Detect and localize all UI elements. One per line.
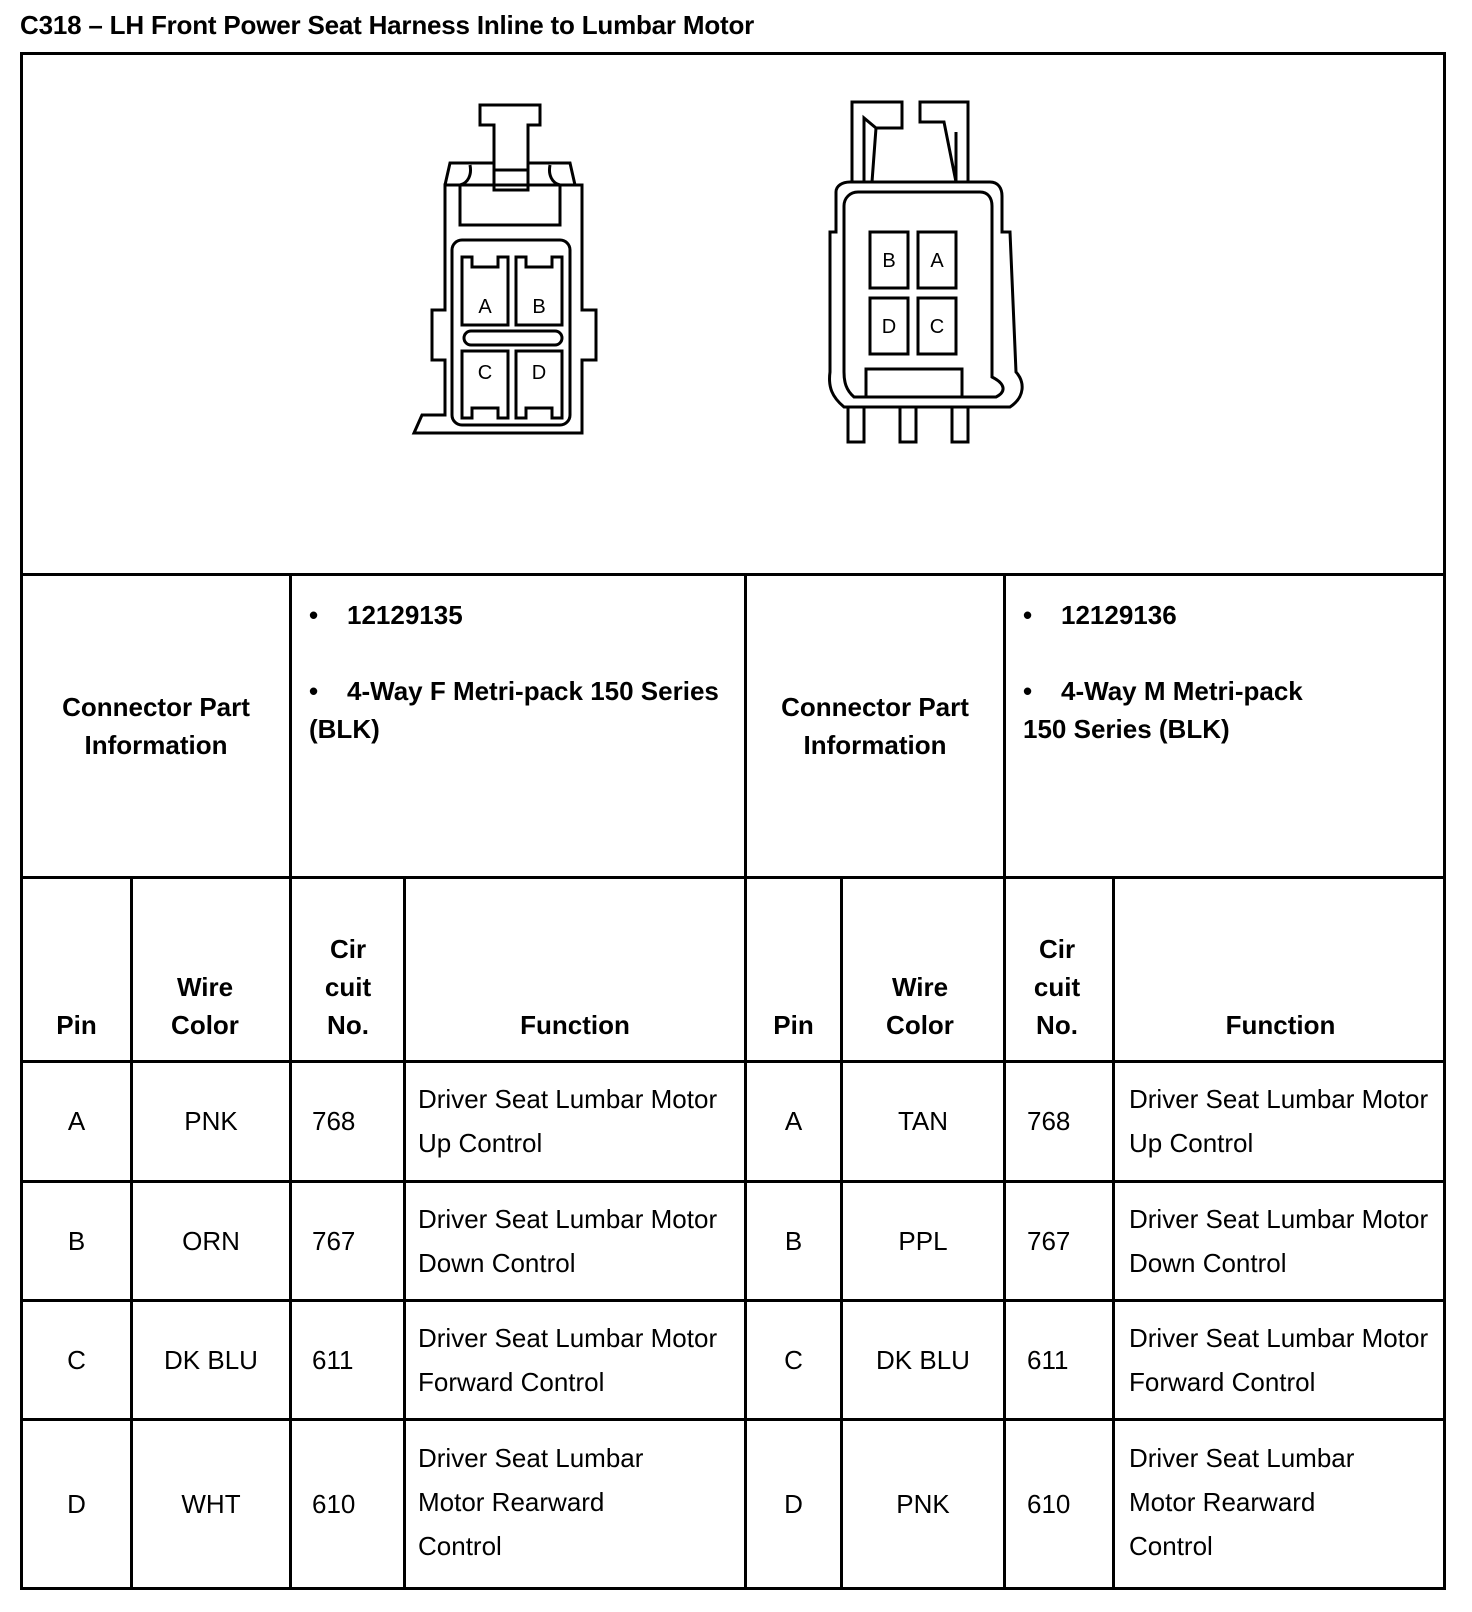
pin-cell: C (67, 1344, 86, 1375)
function-cell: Driver Seat Lumbar Motor Down Control (418, 1204, 718, 1278)
connector-description: 4-Way M Metri-pack 150 Series (BLK) (1023, 676, 1303, 744)
header-wire-color: Wire Color (886, 972, 954, 1040)
pin-cell: C (784, 1344, 803, 1375)
connector-diagram-male (820, 92, 1040, 462)
connector-description-item: • 4-Way M Metri-pack 150 Series (BLK) (1023, 676, 1303, 744)
part-number: 12129136 (1061, 600, 1177, 630)
pin-cell: B (67, 1225, 86, 1256)
info-label-text: Connector Part Information (62, 692, 250, 760)
wire-color-cell: TAN (897, 1106, 949, 1136)
wire-color-cell: PNK (896, 1488, 950, 1519)
connector-diagram-female (410, 95, 610, 455)
pin-label: C (929, 316, 945, 338)
circuit-cell: 611 (1027, 1344, 1069, 1375)
header-circuit-no: Cir cuit No. (1033, 934, 1081, 1040)
pin-cell: A (67, 1106, 86, 1136)
pin-cell: D (784, 1488, 803, 1519)
header-circuit-no: Cir cuit No. (324, 934, 372, 1040)
pin-label: A (478, 296, 492, 318)
pin-cell: D (67, 1488, 86, 1519)
connector-description-item: • 4-Way F Metri-pack 150 Series (BLK) (309, 676, 719, 744)
wire-color-cell: ORN (182, 1225, 240, 1256)
wire-color-cell: DK BLU (164, 1344, 258, 1375)
pin-cell: A (784, 1106, 803, 1136)
pin-label: A (930, 250, 944, 272)
wire-color-cell: DK BLU (876, 1344, 970, 1375)
part-number: 12129135 (347, 600, 463, 630)
circuit-cell: 768 (312, 1106, 356, 1136)
info-label-text: Connector Part Information (781, 692, 969, 760)
header-pin: Pin (56, 1010, 97, 1040)
pin-label: C (477, 362, 493, 384)
circuit-cell: 767 (1027, 1225, 1071, 1256)
header-wire-color: Wire Color (171, 972, 239, 1040)
pin-label: B (532, 296, 546, 318)
divider (20, 876, 1446, 879)
divider (1112, 876, 1115, 1590)
function-cell: Driver Seat Lumbar Motor Rearward Control (1129, 1443, 1355, 1561)
pin-label: D (881, 316, 897, 338)
header-function: Function (520, 1010, 630, 1040)
divider (1003, 573, 1006, 1590)
circuit-cell: 610 (1027, 1488, 1071, 1519)
wire-color-cell: WHT (181, 1488, 241, 1519)
circuit-cell: 768 (1027, 1106, 1071, 1136)
function-cell: Driver Seat Lumbar Motor Forward Control (1129, 1323, 1429, 1397)
function-cell: Driver Seat Lumbar Motor Rearward Control (418, 1443, 644, 1561)
page-title: C318 – LH Front Power Seat Harness Inline to Lumbar Motor (20, 10, 755, 40)
part-number-item: • 12129136 (1023, 600, 1177, 630)
pin-cell: B (784, 1225, 803, 1256)
wire-color-cell: PNK (184, 1106, 238, 1136)
connector-description: 4-Way F Metri-pack 150 Series (BLK) (309, 676, 719, 744)
pin-label: D (531, 362, 547, 384)
header-function: Function (1225, 1010, 1336, 1040)
connector-info-label-left (23, 576, 289, 876)
circuit-cell: 611 (312, 1344, 354, 1375)
wire-color-cell: PPL (898, 1225, 948, 1256)
divider (289, 573, 292, 1590)
function-cell: Driver Seat Lumbar Motor Up Control (1129, 1084, 1429, 1158)
connector-info-values-right (1023, 596, 1343, 748)
header-pin: Pin (773, 1010, 814, 1040)
part-number-item: • 12129135 (309, 600, 463, 630)
function-cell: Driver Seat Lumbar Motor Down Control (1129, 1204, 1429, 1278)
divider (403, 876, 406, 1590)
circuit-cell: 610 (312, 1488, 356, 1519)
connector-info-label-right (747, 576, 1003, 876)
circuit-cell: 767 (312, 1225, 356, 1256)
function-cell: Driver Seat Lumbar Motor Forward Control (418, 1323, 718, 1397)
pin-label: B (882, 250, 896, 272)
function-cell: Driver Seat Lumbar Motor Up Control (418, 1084, 718, 1158)
connector-info-values-left (309, 596, 729, 748)
